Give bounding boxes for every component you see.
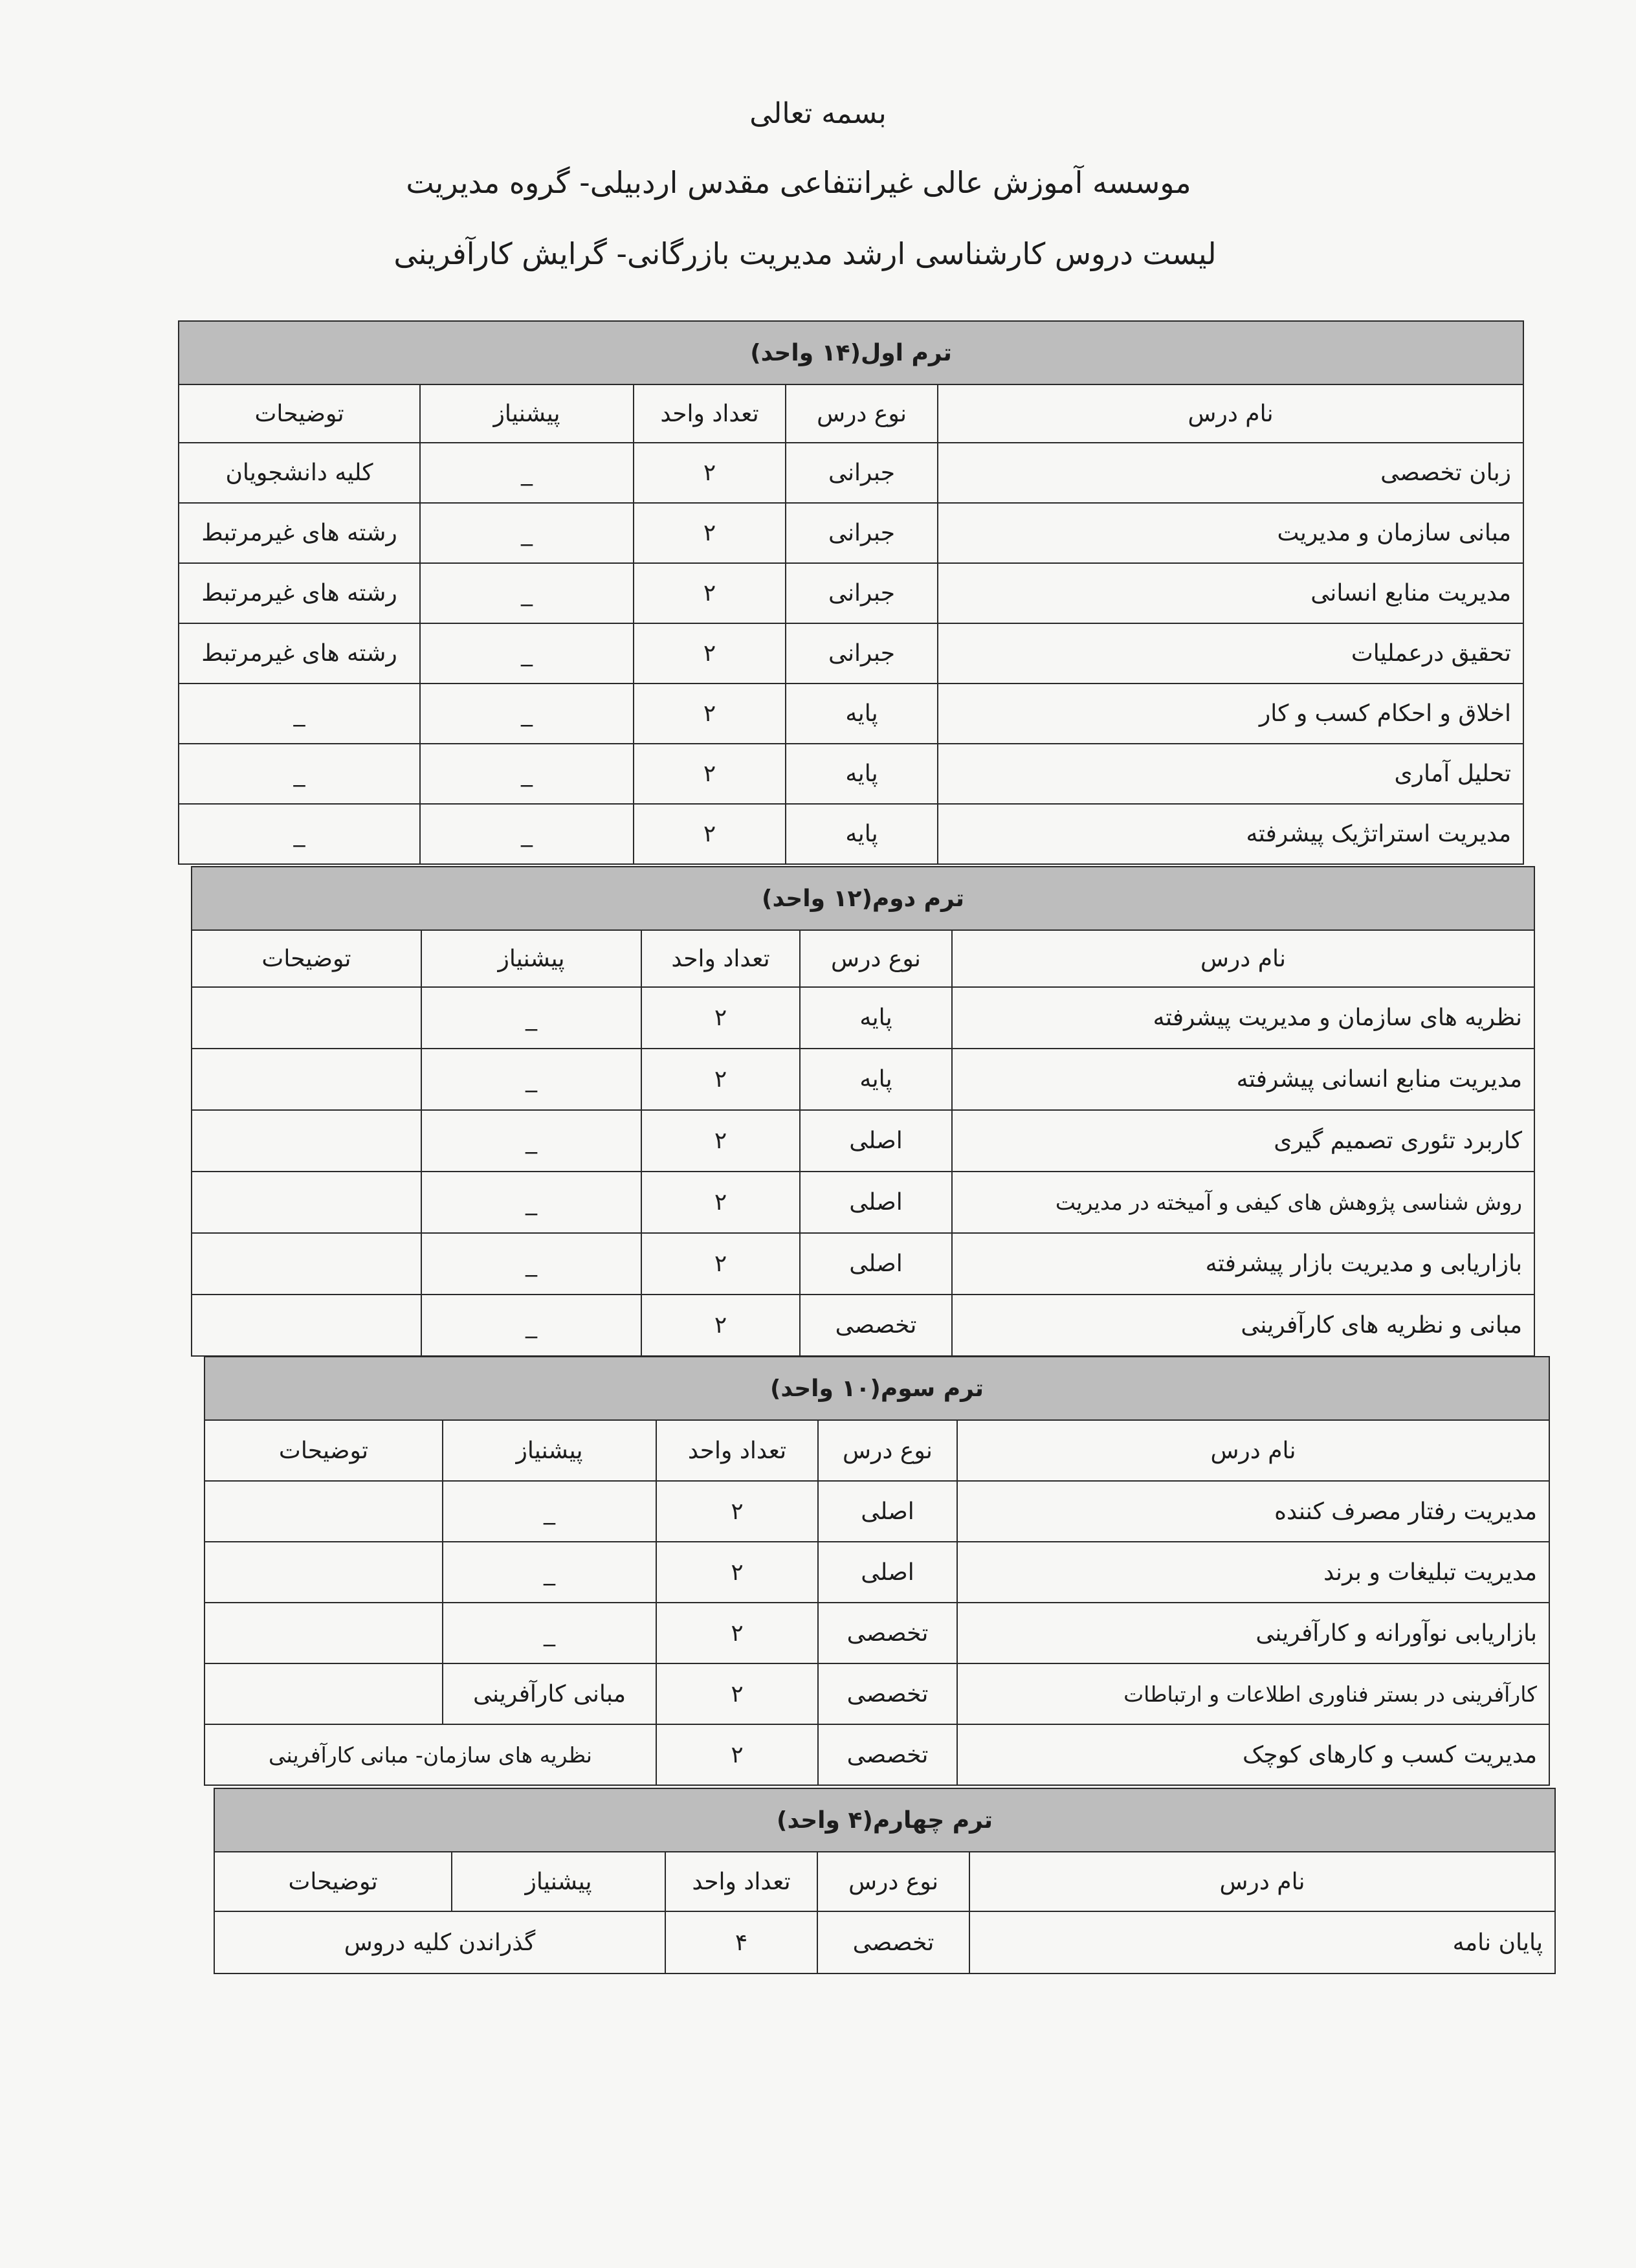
- col-prereq-header: پیشنیاز: [452, 1852, 665, 1911]
- course-prereq: مبانی کارآفرینی: [443, 1663, 656, 1724]
- col-type-header: نوع درس: [817, 1852, 969, 1911]
- course-type: تخصصی: [800, 1295, 952, 1356]
- course-notes: [204, 1542, 443, 1603]
- course-name: بازاریابی نوآورانه و کارآفرینی: [957, 1603, 1549, 1663]
- course-type: اصلی: [818, 1481, 957, 1542]
- table-row: [179, 744, 1523, 804]
- term2-column-headers: [192, 930, 1534, 987]
- course-prereq: گذراندن کلیه دروس: [214, 1911, 665, 1973]
- table-row: [192, 1110, 1534, 1172]
- course-name: زبان تخصصی: [938, 443, 1523, 503]
- term4-band: [214, 1788, 1555, 1852]
- course-prereq: _: [421, 1295, 641, 1356]
- col-type-header: نوع درس: [818, 1420, 957, 1481]
- course-prereq: _: [420, 623, 634, 684]
- col-name-header: نام درس: [938, 384, 1523, 443]
- course-units: ۲: [634, 443, 786, 503]
- list-title-heading: لیست دروس کارشناسی ارشد مدیریت بازرگانی- گرایش کارآفرینی: [393, 236, 1217, 271]
- table-row: [204, 1603, 1549, 1663]
- course-prereq: _: [443, 1603, 656, 1663]
- term3-table: [204, 1356, 1550, 1786]
- course-prereq: نظریه های سازمان- مبانی کارآفرینی: [204, 1724, 656, 1785]
- course-units: ۲: [641, 1295, 800, 1356]
- table-row: [192, 987, 1534, 1049]
- course-notes: _: [179, 684, 420, 744]
- course-type: پایه: [786, 804, 938, 864]
- course-units: ۴: [665, 1911, 817, 1973]
- course-type: پایه: [786, 684, 938, 744]
- course-name: مدیریت تبلیغات و برند: [957, 1542, 1549, 1603]
- course-units: ۲: [656, 1481, 818, 1542]
- course-name: روش شناسی پژوهش های کیفی و آمیخته در مدیریت: [952, 1172, 1534, 1233]
- course-units: ۲: [634, 744, 786, 804]
- col-notes-header: توضیحات: [192, 930, 421, 987]
- course-type: اصلی: [818, 1542, 957, 1603]
- course-prereq: _: [421, 1110, 641, 1172]
- table-row: [179, 563, 1523, 623]
- course-name: مدیریت منابع انسانی پیشرفته: [952, 1049, 1534, 1110]
- term3-band: [204, 1357, 1549, 1420]
- bismillah-heading: بسمه تعالی: [749, 97, 887, 130]
- course-units: ۲: [641, 987, 800, 1049]
- table-row: [179, 503, 1523, 563]
- course-units: ۲: [634, 503, 786, 563]
- term1-column-headers: [179, 384, 1523, 443]
- course-name: کارآفرینی در بستر فناوری اطلاعات و ارتباطات: [957, 1663, 1549, 1724]
- term3-title: ترم سوم(۱۰ واحد): [204, 1357, 1549, 1420]
- institute-heading: موسسه آموزش عالی غیرانتفاعی مقدس اردبیلی- گروه مدیریت: [406, 165, 1191, 200]
- course-name: نظریه های سازمان و مدیریت پیشرفته: [952, 987, 1534, 1049]
- course-type: تخصصی: [818, 1603, 957, 1663]
- col-prereq-header: پیشنیاز: [420, 384, 634, 443]
- course-notes: [192, 1110, 421, 1172]
- col-name-header: نام درس: [969, 1852, 1555, 1911]
- course-type: پایه: [800, 1049, 952, 1110]
- col-notes-header: توضیحات: [214, 1852, 452, 1911]
- term1-table: [178, 320, 1524, 865]
- term2-band: [192, 867, 1534, 930]
- col-name-header: نام درس: [952, 930, 1534, 987]
- course-units: ۲: [634, 563, 786, 623]
- course-prereq: _: [443, 1542, 656, 1603]
- term4-title: ترم چهارم(۴ واحد): [214, 1788, 1555, 1852]
- course-units: ۲: [634, 623, 786, 684]
- course-units: ۲: [641, 1233, 800, 1295]
- course-name: اخلاق و احکام کسب و کار: [938, 684, 1523, 744]
- course-units: ۲: [656, 1663, 818, 1724]
- course-prereq: _: [420, 684, 634, 744]
- course-type: تخصصی: [818, 1724, 957, 1785]
- course-prereq: _: [420, 744, 634, 804]
- course-type: اصلی: [800, 1110, 952, 1172]
- term4-column-headers: [214, 1852, 1555, 1911]
- col-notes-header: توضیحات: [204, 1420, 443, 1481]
- course-name: تحقیق درعملیات: [938, 623, 1523, 684]
- course-name: تحلیل آماری: [938, 744, 1523, 804]
- table-row: [179, 684, 1523, 744]
- col-notes-header: توضیحات: [179, 384, 420, 443]
- course-name: مدیریت منابع انسانی: [938, 563, 1523, 623]
- course-notes: رشته های غیرمرتبط: [179, 623, 420, 684]
- course-notes: [192, 987, 421, 1049]
- course-name: مبانی سازمان و مدیریت: [938, 503, 1523, 563]
- table-row: [179, 804, 1523, 864]
- course-prereq: _: [420, 503, 634, 563]
- table-row: [192, 1172, 1534, 1233]
- table-row: [214, 1911, 1555, 1973]
- course-type: پایه: [786, 744, 938, 804]
- term2-table: [191, 866, 1535, 1357]
- col-units-header: تعداد واحد: [641, 930, 800, 987]
- course-prereq: _: [420, 804, 634, 864]
- course-units: ۲: [656, 1542, 818, 1603]
- course-prereq: _: [421, 1233, 641, 1295]
- course-type: اصلی: [800, 1233, 952, 1295]
- course-type: تخصصی: [818, 1663, 957, 1724]
- course-units: ۲: [656, 1724, 818, 1785]
- table-row: [192, 1295, 1534, 1356]
- course-prereq: _: [421, 1172, 641, 1233]
- course-type: اصلی: [800, 1172, 952, 1233]
- course-notes: [192, 1049, 421, 1110]
- term4-table: [214, 1788, 1556, 1974]
- col-type-header: نوع درس: [800, 930, 952, 987]
- course-type: جبرانی: [786, 563, 938, 623]
- course-prereq: _: [421, 1049, 641, 1110]
- course-name: مدیریت کسب و کارهای کوچک: [957, 1724, 1549, 1785]
- course-units: ۲: [641, 1172, 800, 1233]
- table-row: [204, 1481, 1549, 1542]
- col-units-header: تعداد واحد: [634, 384, 786, 443]
- course-name: کاربرد تئوری تصمیم گیری: [952, 1110, 1534, 1172]
- course-notes: [204, 1481, 443, 1542]
- course-name: مبانی و نظریه های کارآفرینی: [952, 1295, 1534, 1356]
- table-row: [204, 1663, 1549, 1724]
- course-name: مدیریت استراتژیک پیشرفته: [938, 804, 1523, 864]
- term1-title: ترم اول(۱۴ واحد): [179, 321, 1523, 384]
- term1-band: [179, 321, 1523, 384]
- course-notes: [204, 1663, 443, 1724]
- col-name-header: نام درس: [957, 1420, 1549, 1481]
- course-prereq: _: [421, 987, 641, 1049]
- course-units: ۲: [641, 1049, 800, 1110]
- col-type-header: نوع درس: [786, 384, 938, 443]
- table-row: [204, 1724, 1549, 1785]
- table-row: [204, 1542, 1549, 1603]
- course-units: ۲: [656, 1603, 818, 1663]
- term2-title: ترم دوم(۱۲ واحد): [192, 867, 1534, 930]
- course-notes: [192, 1233, 421, 1295]
- col-units-header: تعداد واحد: [665, 1852, 817, 1911]
- course-notes: رشته های غیرمرتبط: [179, 563, 420, 623]
- col-prereq-header: پیشنیاز: [421, 930, 641, 987]
- course-type: پایه: [800, 987, 952, 1049]
- table-row: [192, 1049, 1534, 1110]
- col-prereq-header: پیشنیاز: [443, 1420, 656, 1481]
- course-name: مدیریت رفتار مصرف کننده: [957, 1481, 1549, 1542]
- course-units: ۲: [641, 1110, 800, 1172]
- course-notes: کلیه دانشجویان: [179, 443, 420, 503]
- course-prereq: _: [420, 443, 634, 503]
- course-notes: [204, 1603, 443, 1663]
- course-notes: [192, 1295, 421, 1356]
- course-type: تخصصی: [817, 1911, 969, 1973]
- course-prereq: _: [443, 1481, 656, 1542]
- course-type: جبرانی: [786, 503, 938, 563]
- term3-column-headers: [204, 1420, 1549, 1481]
- course-units: ۲: [634, 684, 786, 744]
- course-name: پایان نامه: [969, 1911, 1555, 1973]
- course-notes: _: [179, 804, 420, 864]
- course-notes: _: [179, 744, 420, 804]
- table-row: [179, 623, 1523, 684]
- course-type: جبرانی: [786, 443, 938, 503]
- table-row: [192, 1233, 1534, 1295]
- course-notes: رشته های غیرمرتبط: [179, 503, 420, 563]
- col-units-header: تعداد واحد: [656, 1420, 818, 1481]
- course-type: جبرانی: [786, 623, 938, 684]
- course-units: ۲: [634, 804, 786, 864]
- course-notes: [192, 1172, 421, 1233]
- course-name: بازاریابی و مدیریت بازار پیشرفته: [952, 1233, 1534, 1295]
- course-prereq: _: [420, 563, 634, 623]
- table-row: [179, 443, 1523, 503]
